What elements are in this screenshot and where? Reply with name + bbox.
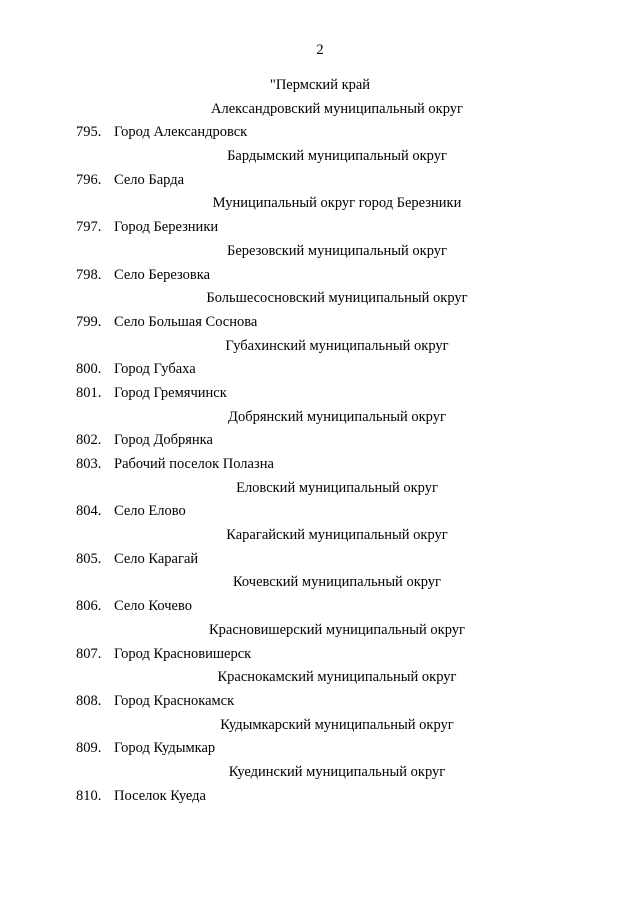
district-heading: Добрянский муниципальный округ	[228, 408, 446, 425]
settlement-name: Город Березники	[114, 219, 219, 236]
settlement-name: Город Гремячинск	[114, 384, 227, 401]
region-title: "Пермский край	[269, 77, 371, 93]
list-item	[0, 429, 640, 453]
settlement-name: Город Кудымкар	[114, 740, 216, 757]
entry-number: 799.	[76, 313, 102, 330]
district-heading: Красновишерский муниципальный округ	[209, 621, 465, 638]
district-heading: Краснокамский муниципальный округ	[217, 669, 457, 686]
list-item	[0, 382, 640, 406]
list-item	[0, 169, 640, 193]
settlement-name: Село Кочево	[114, 598, 192, 615]
entry-number: 807.	[76, 645, 102, 662]
entry-number: 809.	[76, 740, 102, 757]
list-item	[0, 737, 640, 761]
entry-number: 810.	[76, 787, 102, 804]
settlement-name: Село Елово	[114, 503, 186, 520]
district-heading: Кочевский муниципальный округ	[232, 574, 441, 591]
list-item	[0, 311, 640, 335]
district-heading: Березовский муниципальный округ	[227, 242, 447, 259]
settlement-name: Поселок Куеда	[114, 787, 206, 804]
settlement-name: Город Губаха	[114, 361, 196, 378]
list-item	[0, 548, 640, 572]
settlement-name: Село Большая Соснова	[114, 313, 258, 330]
settlement-name: Город Александровск	[114, 124, 248, 141]
district-heading: Муниципальный округ город Березники	[212, 195, 462, 212]
list-item	[0, 595, 640, 619]
list-item	[0, 785, 640, 809]
list-item	[0, 500, 640, 524]
entry-number: 802.	[76, 432, 102, 449]
list-item	[0, 358, 640, 382]
list-item	[0, 264, 640, 288]
list-item	[0, 216, 640, 240]
settlement-name: Село Карагай	[114, 550, 199, 567]
district-heading: Александровский муниципальный округ	[211, 100, 463, 117]
entry-number: 795.	[76, 124, 102, 141]
settlement-name: Город Добрянка	[114, 432, 213, 449]
entry-number: 806.	[76, 598, 102, 615]
settlement-name: Город Краснокамск	[114, 692, 235, 709]
entry-number: 796.	[76, 171, 102, 188]
settlement-name: Село Березовка	[114, 266, 211, 283]
entry-number: 801.	[76, 384, 102, 401]
settlement-name: Село Барда	[114, 171, 185, 188]
district-heading: Еловский муниципальный округ	[236, 479, 438, 496]
document-body	[0, 74, 640, 808]
district-heading: Карагайский муниципальный округ	[226, 527, 448, 544]
district-heading: Губахинский муниципальный округ	[225, 337, 449, 354]
entry-number: 804.	[76, 503, 102, 520]
district-heading: Куединский муниципальный округ	[228, 763, 446, 780]
entry-number: 808.	[76, 692, 102, 709]
list-item	[0, 121, 640, 145]
entry-number: 798.	[76, 266, 102, 283]
settlement-name: Рабочий поселок Полазна	[114, 456, 274, 472]
district-heading: Кудымкарский муниципальный округ	[220, 716, 454, 733]
entry-number: 805.	[76, 550, 102, 567]
list-item	[0, 453, 640, 477]
entry-number: 800.	[76, 361, 102, 378]
district-heading: Большесосновский муниципальный округ	[206, 290, 468, 307]
entry-number: 797.	[76, 219, 102, 236]
list-item	[0, 690, 640, 714]
district-heading: Бардымский муниципальный округ	[227, 148, 447, 165]
entry-number: 803.	[76, 456, 102, 472]
settlement-name: Город Красновишерск	[114, 645, 252, 662]
page-number: 2	[316, 42, 324, 58]
list-item	[0, 643, 640, 667]
